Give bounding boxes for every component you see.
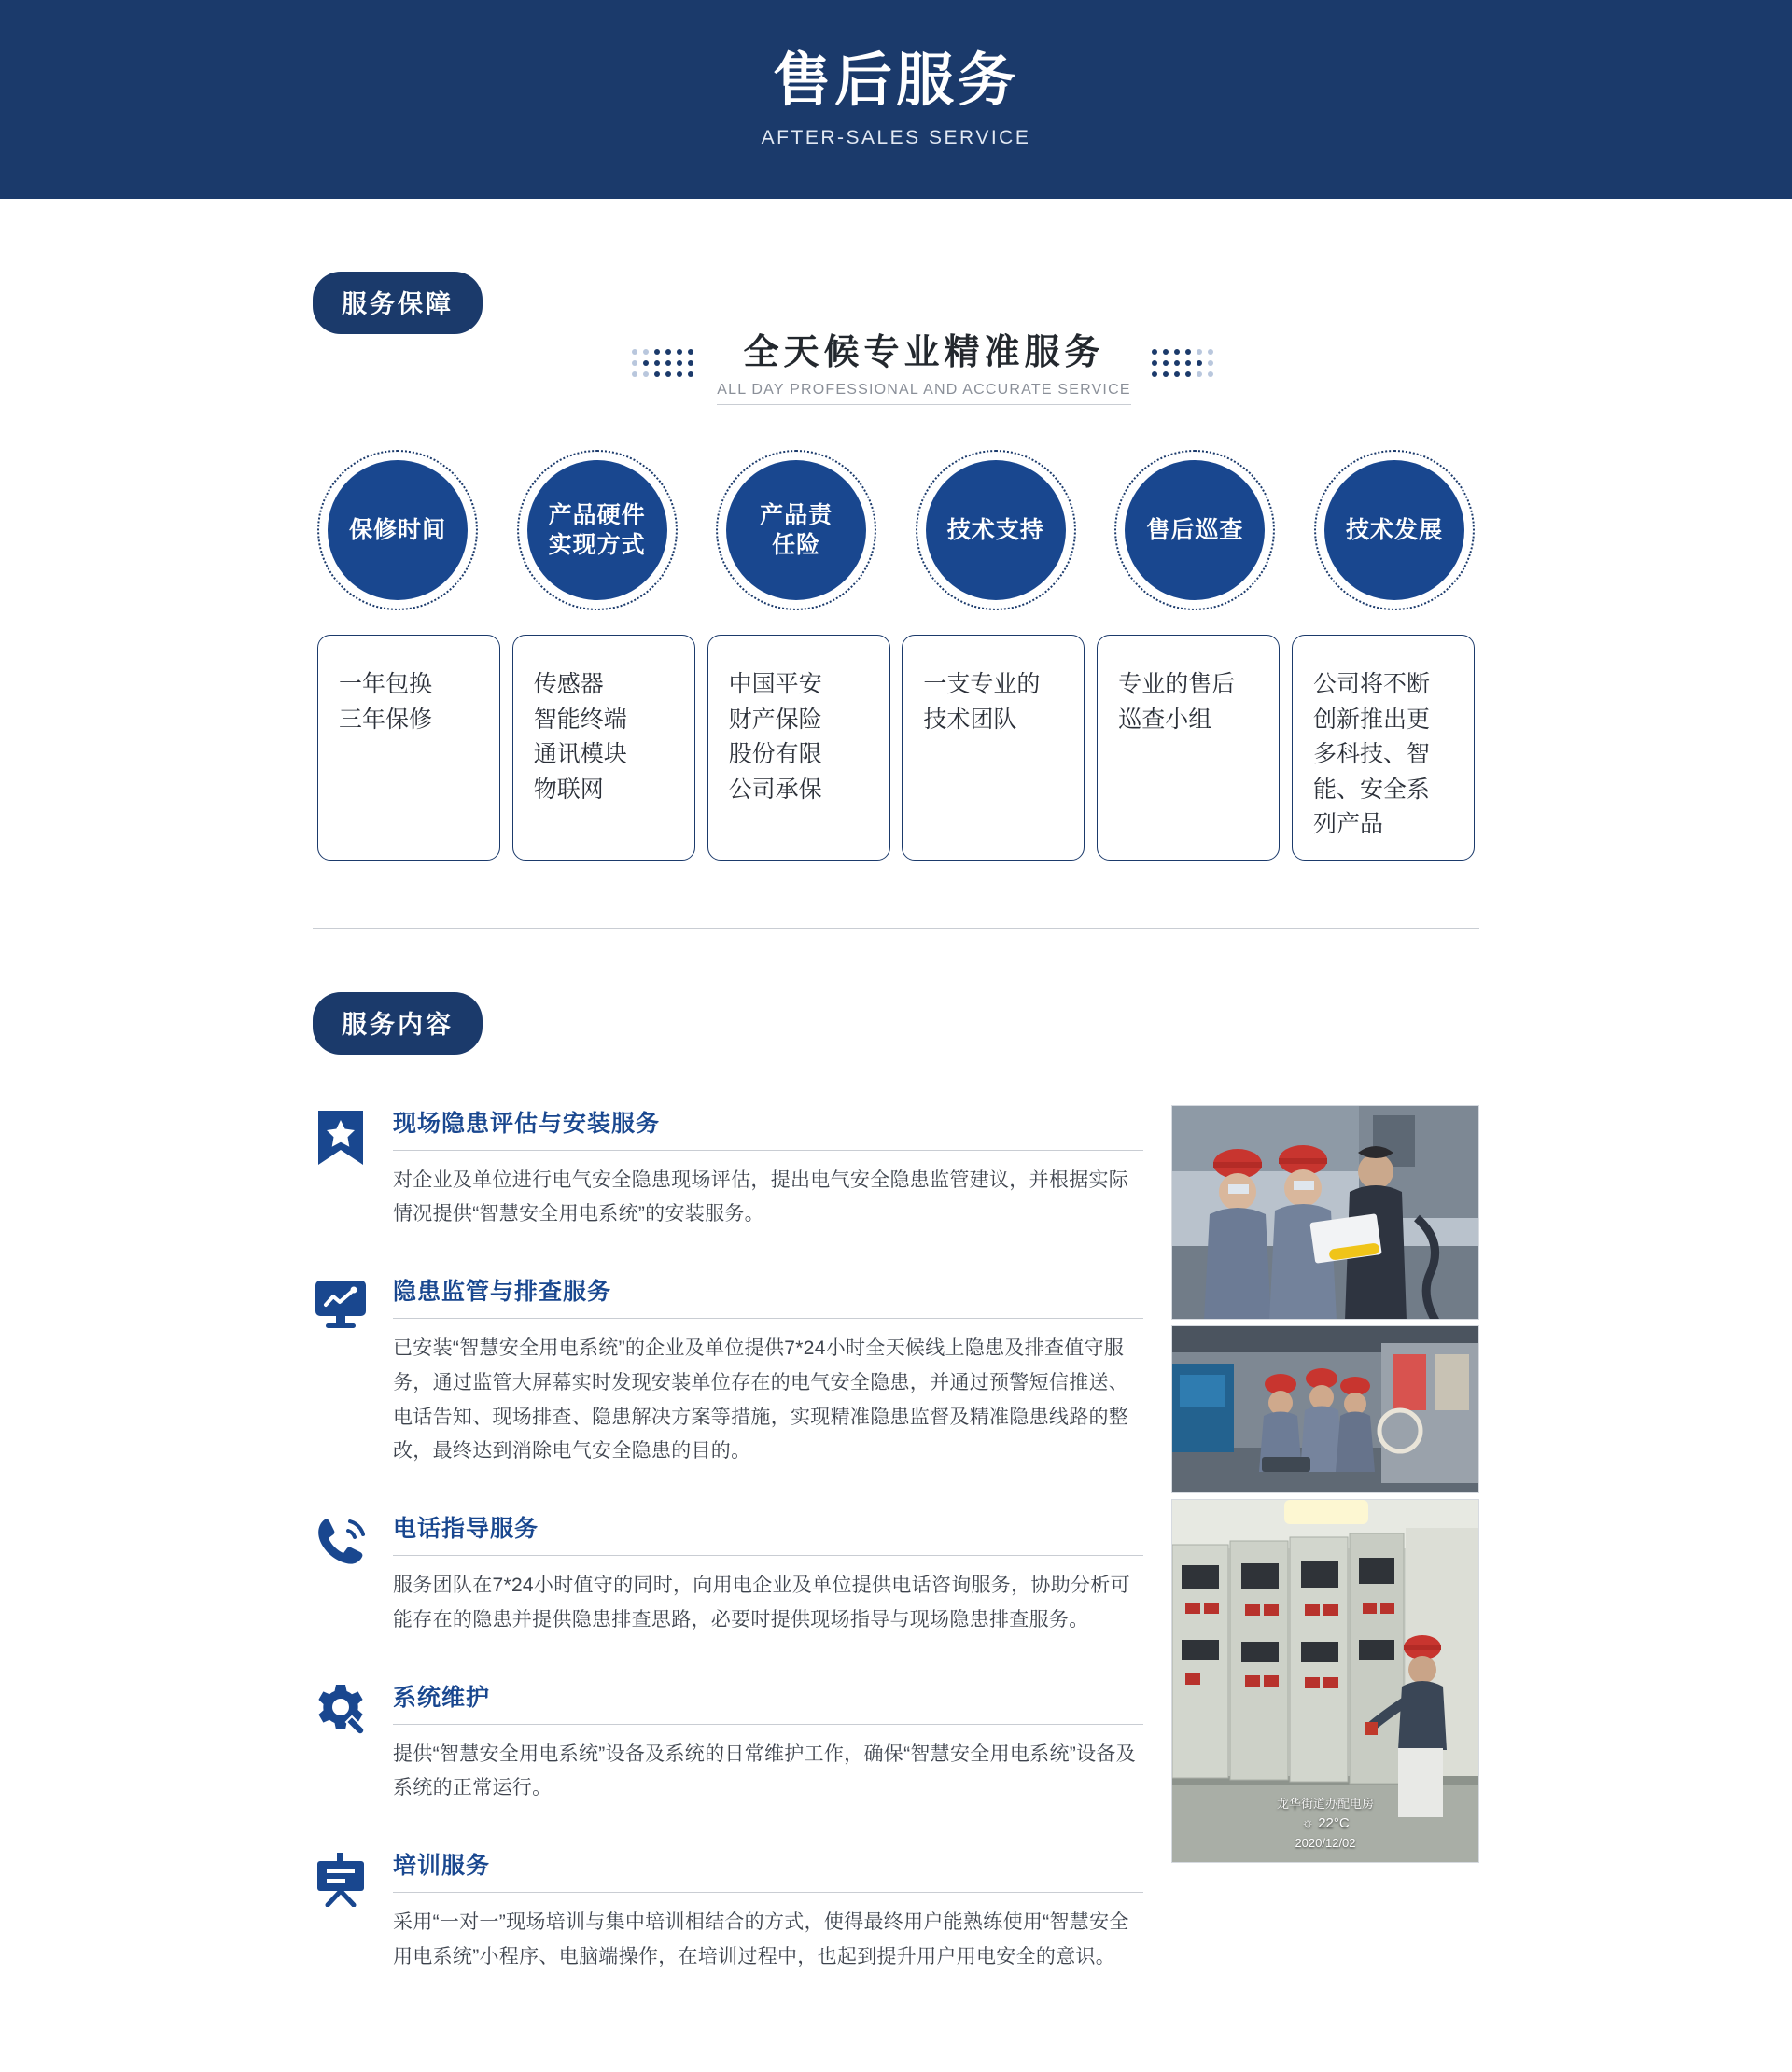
guarantee-circle-label: 产品责 任险 (726, 460, 866, 600)
guarantee-card: 专业的售后 巡查小组 (1097, 635, 1280, 861)
page-subtitle: AFTER-SALES SERVICE (761, 126, 1031, 148)
guarantee-headline (369, 323, 1479, 405)
guarantee-circle (1314, 450, 1475, 610)
sun-icon: ☼ (1301, 1814, 1315, 1831)
service-item-title: 系统维护 (393, 1679, 1143, 1725)
switchgear-room-photo (1171, 1499, 1479, 1863)
presentation-board-icon (313, 1847, 372, 1975)
service-item (313, 1273, 1143, 1469)
service-item (313, 1105, 1143, 1233)
photo-column (1171, 1105, 1479, 2016)
service-item-title: 现场隐患评估与安装服务 (393, 1105, 1143, 1151)
guarantee-circle-row (313, 450, 1479, 610)
guarantee-circle (716, 450, 876, 610)
service-guarantee-pill: 服务保障 (313, 272, 483, 334)
guarantee-circle-label: 产品硬件 实现方式 (527, 460, 667, 600)
service-item (313, 1679, 1143, 1807)
gear-wrench-icon (313, 1679, 372, 1807)
guarantee-card-row (313, 635, 1479, 861)
photo-caption-temp: 22°C (1318, 1814, 1350, 1831)
service-item-desc: 提供“智慧安全用电系统”设备及系统的日常维护工作，确保“智慧安全用电系统”设备及系统的正常运行。 (393, 1743, 1136, 1799)
guarantee-card: 公司将不断 创新推出更 多科技、智 能、安全系 列产品 (1292, 635, 1475, 861)
service-content-pill: 服务内容 (313, 992, 483, 1055)
guarantee-circle (1114, 450, 1275, 610)
guarantee-card: 中国平安 财产保险 股份有限 公司承保 (707, 635, 890, 861)
service-item-desc: 已安装“智慧安全用电系统”的企业及单位提供7*24小时全天候线上隐患及排查值守服务，通过监管大屏幕实时发现安装单位存在的电气安全隐患，并通过预警短信推送、电话告知、现场排查、隐患解决方案等措施，实现精准隐患监督及精准隐患线路的整改，最终达到消除电气安全隐患的目的。 (393, 1337, 1129, 1463)
dot-grid-left-icon (632, 349, 696, 380)
workshop-inspection-photo (1171, 1325, 1479, 1493)
guarantee-card: 传感器 智能终端 通讯模块 物联网 (512, 635, 695, 861)
service-item-title: 培训服务 (393, 1847, 1143, 1893)
guarantee-circle-label: 保修时间 (328, 460, 468, 600)
guarantee-headline-cn: 全天候专业精准服务 (743, 333, 1105, 372)
service-item (313, 1847, 1143, 1975)
service-item-list (313, 1105, 1143, 2016)
service-item-desc: 服务团队在7*24小时值守的同时，向用电企业及单位提供电话咨询服务，协助分析可能存在的隐患并提供隐患排查思路，必要时提供现场指导与现场隐患排查服务。 (393, 1575, 1130, 1631)
guarantee-circle-label: 技术支持 (926, 460, 1066, 600)
photo-caption-date: 2020/12/02 (1295, 1836, 1356, 1850)
page-body (0, 272, 1792, 2072)
phone-icon (313, 1510, 372, 1638)
page-title: 售后服务 (772, 49, 1019, 114)
service-item-title: 隐患监管与排查服务 (393, 1273, 1143, 1319)
service-item-desc: 采用“一对一”现场培训与集中培训相结合的方式，使得最终用户能熟练使用“智慧安全用电系统”小程序、电脑端操作，在培训过程中，也起到提升用户用电安全的意识。 (393, 1911, 1129, 1967)
dot-grid-right-icon (1152, 349, 1216, 380)
guarantee-circle (317, 450, 478, 610)
service-guarantee-section (313, 272, 1479, 861)
service-content-section (313, 992, 1479, 2016)
photo-caption-location: 龙华街道办配电房 (1276, 1797, 1374, 1811)
guarantee-circle (916, 450, 1076, 610)
service-item-title: 电话指导服务 (393, 1510, 1143, 1556)
service-item-desc: 对企业及单位进行电气安全隐患现场评估，提出电气安全隐患监管建议，并根据实际情况提供“智慧安全用电系统”的安装服务。 (393, 1169, 1129, 1225)
section-divider (313, 928, 1479, 929)
star-badge-icon (313, 1105, 372, 1233)
guarantee-card: 一年包换 三年保修 (317, 635, 500, 861)
monitor-chart-icon (313, 1273, 372, 1469)
guarantee-circle-label: 技术发展 (1324, 460, 1464, 600)
guarantee-card: 一支专业的 技术团队 (902, 635, 1085, 861)
guarantee-headline-en: ALL DAY PROFESSIONAL AND ACCURATE SERVICE (717, 382, 1130, 405)
guarantee-circle (517, 450, 678, 610)
photo-caption (1172, 1795, 1478, 1853)
guarantee-circle-label: 售后巡查 (1125, 460, 1265, 600)
page-header (0, 0, 1792, 199)
site-assessment-photo (1171, 1105, 1479, 1320)
service-item (313, 1510, 1143, 1638)
